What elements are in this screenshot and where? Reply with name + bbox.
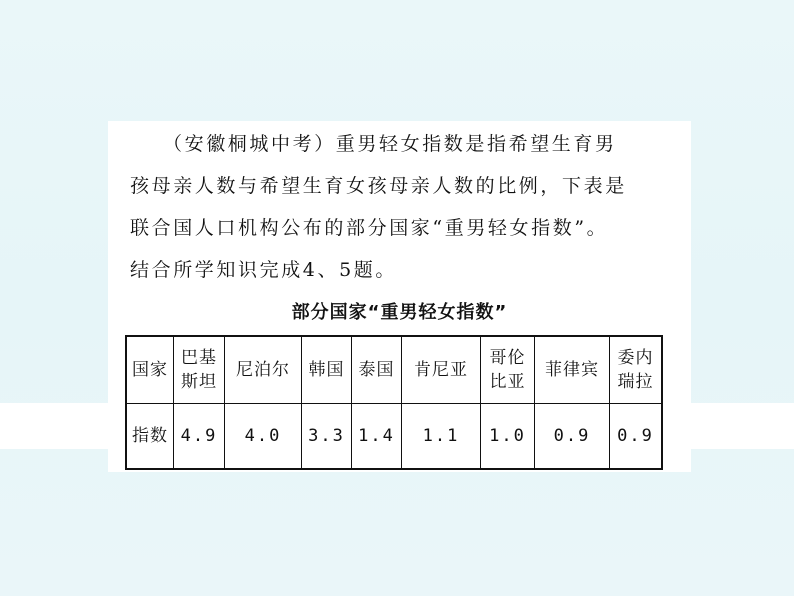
index-value-cell: 0.9 bbox=[610, 404, 663, 470]
index-value-cell: 4.0 bbox=[225, 404, 302, 470]
index-value-cell: 1.0 bbox=[481, 404, 535, 470]
country-name-line: 泰国 bbox=[358, 360, 395, 380]
table-header-row bbox=[126, 336, 662, 404]
value-label-cell: 指数 bbox=[126, 404, 174, 470]
index-value-cell: 3.3 bbox=[302, 404, 352, 470]
index-value-cell: 0.9 bbox=[535, 404, 610, 470]
country-cell bbox=[402, 336, 481, 404]
country-cell bbox=[174, 336, 225, 404]
passage-line: 结合所学知识完成4、5题。 bbox=[130, 259, 397, 281]
index-value-cell: 1.1 bbox=[402, 404, 481, 470]
country-cell bbox=[225, 336, 302, 404]
document-card bbox=[108, 121, 691, 472]
index-table bbox=[125, 335, 663, 470]
country-name-line: 瑞拉 bbox=[617, 372, 654, 392]
country-cell bbox=[352, 336, 402, 404]
header-label-cell: 国家 bbox=[126, 336, 174, 404]
table-value-row bbox=[126, 404, 662, 470]
index-value-cell: 1.4 bbox=[352, 404, 402, 470]
index-value-cell: 4.9 bbox=[174, 404, 225, 470]
country-cell bbox=[535, 336, 610, 404]
country-name-line: 比亚 bbox=[489, 372, 526, 392]
country-cell bbox=[610, 336, 663, 404]
passage-line: 联合国人口机构公布的部分国家“重男轻女指数”。 bbox=[130, 217, 609, 239]
country-name-line: 尼泊尔 bbox=[236, 360, 290, 380]
country-cell bbox=[481, 336, 535, 404]
country-cell bbox=[302, 336, 352, 404]
country-name-line: 斯坦 bbox=[181, 372, 217, 392]
passage-line: （安徽桐城中考）重男轻女指数是指希望生育男 bbox=[163, 133, 617, 155]
country-name-line: 肯尼亚 bbox=[414, 360, 468, 380]
table-title: 部分国家“重男轻女指数” bbox=[291, 302, 508, 323]
country-name-line: 哥伦 bbox=[489, 348, 526, 368]
question-passage bbox=[130, 121, 690, 287]
country-name-line: 委内 bbox=[617, 348, 654, 368]
country-name-line: 菲律宾 bbox=[545, 360, 599, 380]
country-name-line: 巴基 bbox=[181, 348, 217, 368]
country-name-line: 韩国 bbox=[308, 360, 345, 380]
passage-line: 孩母亲人数与希望生育女孩母亲人数的比例，下表是 bbox=[130, 175, 627, 197]
